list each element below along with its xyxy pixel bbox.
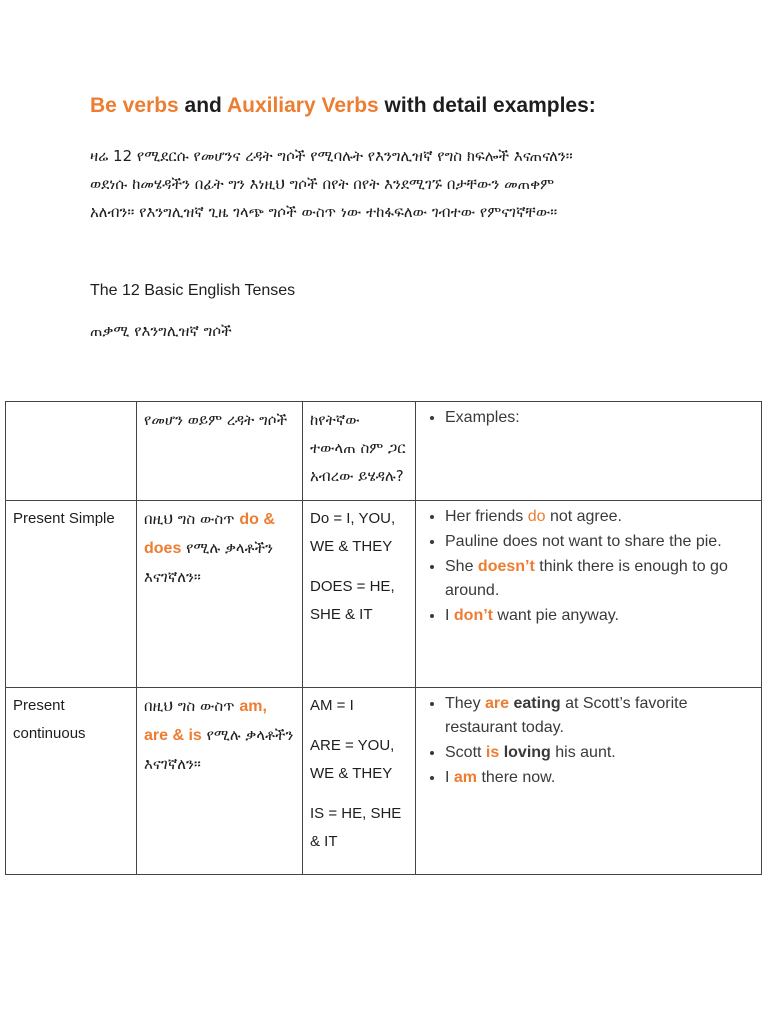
page-title xyxy=(90,94,596,118)
examples-cell xyxy=(416,688,762,875)
tense-name: Present Simple xyxy=(6,501,137,688)
desc-text: በዚህ ግስ ውስጥ xyxy=(144,510,240,528)
examples-list xyxy=(423,692,754,790)
header-cell-verbs: የመሆን ወይም ረዳት ግሶች xyxy=(137,402,303,501)
tense-description xyxy=(137,688,303,875)
examples-cell xyxy=(416,501,762,688)
desc-text: የሚሉ ቃላቶችን እናገኛለን። xyxy=(144,539,273,586)
example-item xyxy=(445,555,754,603)
example-bold: eating xyxy=(513,695,561,712)
example-text: at Scott’s favorite restaurant today. xyxy=(445,695,688,736)
intro-line: ዛሬ 12 የሚደርሱ የመሆንና ረዳት ግሶች የሚባሉት የእንግሊዝኛ የግስ ክፍሎች እናጠናለን። xyxy=(90,147,573,165)
example-text: She xyxy=(445,558,478,575)
intro-paragraph xyxy=(90,142,730,226)
pronoun-rule: DOES = HE, SHE & IT xyxy=(310,578,395,623)
example-highlight: don’t xyxy=(453,607,493,624)
example-text: think there is enough to go around. xyxy=(445,558,728,599)
example-highlight: are xyxy=(485,695,510,712)
desc-text: በዚህ ግስ ውስጥ xyxy=(144,697,240,715)
tense-name: Present continuous xyxy=(6,688,137,875)
title-auxiliary-verbs: Auxiliary Verbs xyxy=(226,94,379,117)
example-text: there now. xyxy=(477,769,556,786)
example-highlight: doesn’t xyxy=(477,558,535,575)
example-highlight: is xyxy=(485,744,500,761)
intro-line: ወደነሱ ከመሄዳችን በፊት ግን እነዚህ ግሶች በየት በየት እንደሚገኙ በታቸውን መጠቀም xyxy=(90,175,555,193)
example-highlight: am xyxy=(453,769,478,786)
example-text: They xyxy=(445,695,486,712)
example-text: his aunt. xyxy=(550,744,616,761)
pronoun-rule: ARE = YOU, WE & THEY xyxy=(310,737,395,782)
example-text: want pie anyway. xyxy=(492,607,619,624)
tenses-subheading: ጠቃሚ የእንግሊዝኛ ግሶች xyxy=(90,322,232,340)
example-text: not agree. xyxy=(545,508,622,525)
pronoun-rule: AM = I xyxy=(310,697,354,714)
example-item xyxy=(445,692,754,740)
example-text: Scott xyxy=(445,744,486,761)
example-item xyxy=(445,766,754,790)
example-text: Pauline does not want to share the pie. xyxy=(445,533,722,550)
pronoun-rule: Do = I, YOU, WE & THEY xyxy=(310,510,396,555)
example-item xyxy=(445,741,754,765)
desc-text: የሚሉ ቃላቶችን እናገኛለን። xyxy=(144,726,294,773)
desc-highlight: am, are & is xyxy=(144,698,267,744)
examples-header-list xyxy=(423,406,754,430)
example-highlight: do xyxy=(527,508,546,525)
tenses-heading: The 12 Basic English Tenses xyxy=(90,282,296,299)
pronoun-cell xyxy=(303,688,416,875)
table-header-row xyxy=(6,402,762,501)
intro-line: አለብን። የእንግሊዝኛ ጊዜ ገላጭ ግሶች ውስጥ ነው ተከፋፍለው ገብተው የምናገኛቸው። xyxy=(90,203,558,221)
examples-list xyxy=(423,505,754,628)
header-cell-examples xyxy=(416,402,762,501)
tense-description xyxy=(137,501,303,688)
tenses-table xyxy=(5,401,762,875)
header-cell-empty xyxy=(6,402,137,501)
table-row xyxy=(6,501,762,688)
title-and: and xyxy=(178,94,227,117)
example-item xyxy=(445,530,754,554)
example-item xyxy=(445,505,754,529)
title-suffix: with detail examples: xyxy=(378,94,596,117)
pronoun-cell xyxy=(303,501,416,688)
example-item xyxy=(445,604,754,628)
title-be-verbs: Be verbs xyxy=(90,94,179,117)
table-row xyxy=(6,688,762,875)
desc-highlight: do & does xyxy=(144,511,275,557)
example-text: I xyxy=(445,769,454,786)
example-text: I xyxy=(445,607,454,624)
example-text: Her friends xyxy=(445,508,528,525)
pronoun-rule: IS = HE, SHE & IT xyxy=(310,805,402,850)
examples-header-label: • Examples: xyxy=(445,406,754,430)
header-cell-pronouns: ከየትኛው ተውላጠ ስም ጋር አብረው ይሄዳሉ? xyxy=(303,402,416,501)
example-bold: loving xyxy=(503,744,551,761)
